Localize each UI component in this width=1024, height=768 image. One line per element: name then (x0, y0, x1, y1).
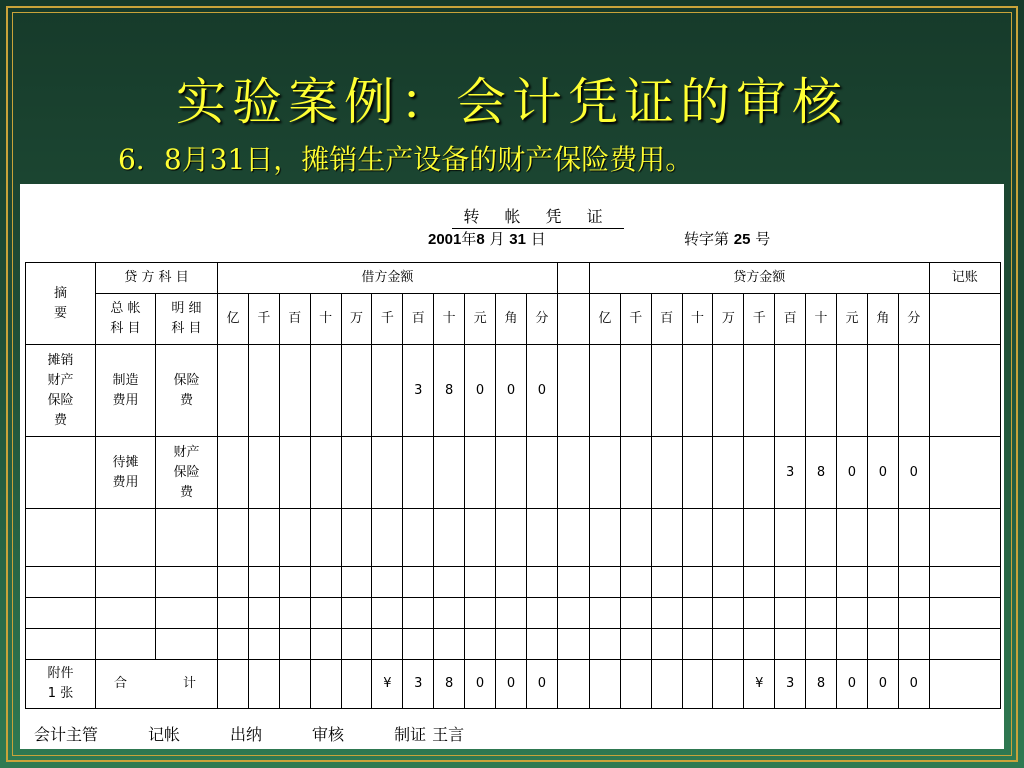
voucher-year-unit: 年 (461, 230, 477, 248)
empty-cell (434, 629, 465, 660)
total-credit-digit: 0 (867, 660, 898, 709)
empty-cell (651, 598, 682, 629)
empty-cell (589, 629, 620, 660)
spacer-cell (557, 263, 589, 294)
total-debit-digit: 0 (465, 660, 496, 709)
credit-digit-header: 元 (837, 294, 868, 345)
debit-digit-header: 分 (526, 294, 557, 345)
entry-debit-digit (279, 345, 310, 437)
empty-cell (744, 629, 775, 660)
empty-cell (898, 509, 929, 567)
entry-debit-digit (218, 345, 249, 437)
total-credit-digit: ¥ (744, 660, 775, 709)
empty-cell (496, 598, 527, 629)
debit-amount-header: 借方金额 (218, 263, 558, 294)
credit-digit-header: 十 (682, 294, 713, 345)
entry-credit-digit (775, 345, 806, 437)
empty-cell (279, 629, 310, 660)
empty-cell (929, 598, 1000, 629)
empty-cell (341, 567, 372, 598)
voucher-day-unit: 日 (525, 230, 546, 248)
empty-cell (898, 629, 929, 660)
entry-debit-digit (279, 437, 310, 509)
empty-cell (156, 567, 218, 598)
empty-cell (434, 598, 465, 629)
empty-cell (682, 598, 713, 629)
empty-cell (557, 567, 589, 598)
empty-cell (744, 567, 775, 598)
empty-cell (248, 509, 279, 567)
empty-cell (248, 598, 279, 629)
total-credit-digit (589, 660, 620, 709)
total-debit-digit (248, 660, 279, 709)
total-label (96, 660, 218, 709)
entry-debit-digit (434, 437, 465, 509)
credit-digit-header: 万 (713, 294, 744, 345)
debit-digit-header: 十 (434, 294, 465, 345)
empty-cell (156, 509, 218, 567)
preparer-label: 制证 (394, 725, 427, 744)
empty-cell (310, 629, 341, 660)
debit-digit-header: 角 (496, 294, 527, 345)
empty-cell (837, 598, 868, 629)
debit-digit-header: 万 (341, 294, 372, 345)
total-credit-digit: 8 (806, 660, 837, 709)
empty-cell (775, 598, 806, 629)
total-credit-digit (651, 660, 682, 709)
entry-general-account: 制造 费用 (96, 345, 156, 437)
empty-cell (557, 629, 589, 660)
debit-digit-header: 千 (248, 294, 279, 345)
empty-cell (867, 598, 898, 629)
entry-detail-account: 保险 费 (156, 345, 218, 437)
entry-credit-digit: 3 (775, 437, 806, 509)
empty-cell (403, 629, 434, 660)
entry-credit-digit (713, 345, 744, 437)
empty-cell (26, 567, 96, 598)
empty-cell (156, 598, 218, 629)
empty-cell (403, 598, 434, 629)
entry-summary: 摊销 财产 保险 费 (26, 345, 96, 437)
transfer-voucher (20, 184, 1004, 749)
empty-cell (465, 629, 496, 660)
empty-cell (26, 598, 96, 629)
attachment-count: 附件 1 张 (26, 660, 96, 709)
entry-credit-digit: 8 (806, 437, 837, 509)
summary-header: 摘 要 (26, 263, 96, 345)
empty-cell (372, 509, 403, 567)
empty-cell (713, 629, 744, 660)
entry-detail-account: 财产 保险 费 (156, 437, 218, 509)
voucher-table (25, 262, 1001, 709)
entry-debit-digit (341, 437, 372, 509)
empty-cell (496, 567, 527, 598)
empty-cell (279, 509, 310, 567)
entry-debit-digit (248, 345, 279, 437)
empty-cell (651, 567, 682, 598)
slide-title: 实验案例：会计凭证的审核 (176, 73, 848, 131)
empty-cell (867, 509, 898, 567)
credit-digit-header: 千 (744, 294, 775, 345)
empty-cell (341, 509, 372, 567)
empty-cell (310, 567, 341, 598)
empty-cell (744, 509, 775, 567)
empty-cell (682, 509, 713, 567)
posting-header: 记账 (929, 263, 1000, 294)
empty-cell (310, 509, 341, 567)
entry-credit-digit (682, 345, 713, 437)
entry-debit-digit: 0 (526, 345, 557, 437)
total-label-right: 计 (183, 676, 197, 691)
empty-cell (589, 598, 620, 629)
total-credit-digit (620, 660, 651, 709)
entry-debit-digit: 0 (496, 345, 527, 437)
total-credit-digit (713, 660, 744, 709)
empty-cell (620, 509, 651, 567)
entry-credit-digit (589, 345, 620, 437)
entry-credit-digit (744, 345, 775, 437)
empty-cell (775, 567, 806, 598)
empty-cell (557, 598, 589, 629)
empty-cell (279, 598, 310, 629)
credit-account-header: 贷 方 科 目 (96, 263, 218, 294)
voucher-number-prefix: 转字第 (684, 230, 734, 248)
empty-cell (465, 567, 496, 598)
entry-debit-digit (526, 437, 557, 509)
empty-cell (929, 509, 1000, 567)
empty-cell (403, 509, 434, 567)
total-debit-digit (279, 660, 310, 709)
entry-debit-digit (403, 437, 434, 509)
spacer-cell (557, 345, 589, 437)
credit-digit-header: 十 (806, 294, 837, 345)
empty-cell (341, 629, 372, 660)
posting-cell (929, 345, 1000, 437)
debit-digit-header: 十 (310, 294, 341, 345)
empty-cell (620, 598, 651, 629)
entry-credit-digit (837, 345, 868, 437)
empty-cell (496, 629, 527, 660)
empty-cell (867, 629, 898, 660)
total-debit-digit: ¥ (372, 660, 403, 709)
bookkeeper-label: 记帐 (148, 725, 181, 744)
empty-cell (372, 629, 403, 660)
empty-cell (837, 629, 868, 660)
empty-cell (526, 567, 557, 598)
empty-cell (929, 567, 1000, 598)
empty-cell (218, 598, 249, 629)
empty-cell (372, 567, 403, 598)
entry-credit-digit (744, 437, 775, 509)
credit-digit-header: 百 (651, 294, 682, 345)
debit-digit-header: 千 (372, 294, 403, 345)
voucher-year: 2001 (428, 231, 462, 248)
entry-debit-digit (372, 437, 403, 509)
empty-cell (26, 629, 96, 660)
empty-cell (248, 629, 279, 660)
empty-cell (557, 509, 589, 567)
empty-cell (156, 629, 218, 660)
credit-amount-header: 贷方金额 (589, 263, 929, 294)
empty-cell (465, 509, 496, 567)
total-debit-digit (310, 660, 341, 709)
total-label-left: 合 (114, 676, 128, 691)
total-debit-digit: 8 (434, 660, 465, 709)
empty-cell (96, 629, 156, 660)
empty-cell (929, 629, 1000, 660)
entry-credit-digit: 0 (867, 437, 898, 509)
posting-cell (929, 660, 1000, 709)
detail-account-header: 明 细 科 目 (156, 294, 218, 345)
entry-credit-digit (589, 437, 620, 509)
entry-credit-digit: 0 (898, 437, 929, 509)
spacer-cell (557, 660, 589, 709)
credit-digit-header: 亿 (589, 294, 620, 345)
empty-cell (434, 509, 465, 567)
voucher-month: 8 (476, 231, 485, 248)
entry-debit-digit (310, 437, 341, 509)
entry-credit-digit (620, 437, 651, 509)
empty-cell (526, 598, 557, 629)
entry-credit-digit (867, 345, 898, 437)
empty-cell (837, 509, 868, 567)
voucher-number (684, 228, 770, 249)
entry-credit-digit (651, 437, 682, 509)
empty-cell (96, 567, 156, 598)
posting-cell (929, 294, 1000, 345)
entry-debit-digit: 8 (434, 345, 465, 437)
empty-cell (744, 598, 775, 629)
voucher-date (428, 228, 546, 249)
empty-cell (713, 567, 744, 598)
entry-debit-digit: 3 (403, 345, 434, 437)
entry-debit-digit (248, 437, 279, 509)
empty-cell (341, 598, 372, 629)
empty-cell (96, 509, 156, 567)
empty-cell (713, 509, 744, 567)
total-debit-digit (341, 660, 372, 709)
empty-cell (589, 509, 620, 567)
debit-digit-header: 元 (465, 294, 496, 345)
voucher-day: 31 (509, 231, 526, 248)
credit-digit-header: 分 (898, 294, 929, 345)
empty-cell (589, 567, 620, 598)
entry-general-account: 待摊 费用 (96, 437, 156, 509)
total-debit-digit: 0 (496, 660, 527, 709)
entry-debit-digit (218, 437, 249, 509)
entry-debit-digit (465, 437, 496, 509)
empty-cell (26, 509, 96, 567)
empty-cell (898, 598, 929, 629)
empty-cell (526, 509, 557, 567)
empty-cell (682, 567, 713, 598)
voucher-number-suffix: 号 (750, 230, 771, 248)
entry-credit-digit (806, 345, 837, 437)
empty-cell (434, 567, 465, 598)
entry-credit-digit: 0 (837, 437, 868, 509)
empty-cell (218, 629, 249, 660)
empty-cell (806, 567, 837, 598)
entry-credit-digit (651, 345, 682, 437)
empty-cell (651, 629, 682, 660)
general-account-header: 总 帐 科 目 (96, 294, 156, 345)
empty-cell (465, 598, 496, 629)
empty-cell (806, 598, 837, 629)
empty-cell (526, 629, 557, 660)
empty-cell (651, 509, 682, 567)
empty-cell (806, 509, 837, 567)
empty-cell (867, 567, 898, 598)
voucher-title: 转 帐 凭 证 (452, 204, 624, 229)
spacer-cell (557, 437, 589, 509)
empty-cell (496, 509, 527, 567)
entry-debit-digit (496, 437, 527, 509)
debit-digit-header: 百 (403, 294, 434, 345)
spacer-cell (557, 294, 589, 345)
entry-debit-digit: 0 (465, 345, 496, 437)
debit-digit-header: 百 (279, 294, 310, 345)
empty-cell (775, 509, 806, 567)
total-credit-digit: 0 (837, 660, 868, 709)
empty-cell (403, 567, 434, 598)
empty-cell (310, 598, 341, 629)
empty-cell (837, 567, 868, 598)
entry-credit-digit (620, 345, 651, 437)
credit-digit-header: 百 (775, 294, 806, 345)
entry-debit-digit (310, 345, 341, 437)
debit-digit-header: 亿 (218, 294, 249, 345)
entry-summary (26, 437, 96, 509)
credit-digit-header: 角 (867, 294, 898, 345)
voucher-footer (34, 722, 464, 745)
supervisor-label: 会计主管 (34, 725, 99, 744)
voucher-number-value: 25 (733, 231, 751, 248)
total-debit-digit (218, 660, 249, 709)
slide-subtitle: 6．8月31日，摊销生产设备的财产保险费用。 (118, 143, 694, 176)
empty-cell (713, 598, 744, 629)
entry-debit-digit (372, 345, 403, 437)
empty-cell (898, 567, 929, 598)
total-debit-digit: 3 (403, 660, 434, 709)
preparer-name: 王言 (432, 725, 465, 744)
empty-cell (248, 567, 279, 598)
empty-cell (620, 629, 651, 660)
entry-credit-digit (682, 437, 713, 509)
cashier-label: 出纳 (230, 725, 263, 744)
empty-cell (218, 509, 249, 567)
empty-cell (279, 567, 310, 598)
empty-cell (620, 567, 651, 598)
total-credit-digit: 3 (775, 660, 806, 709)
empty-cell (806, 629, 837, 660)
reviewer-label: 审核 (312, 725, 345, 744)
empty-cell (218, 567, 249, 598)
voucher-month-unit: 月 (484, 230, 510, 248)
entry-credit-digit (898, 345, 929, 437)
total-debit-digit: 0 (526, 660, 557, 709)
entry-credit-digit (713, 437, 744, 509)
empty-cell (775, 629, 806, 660)
empty-cell (372, 598, 403, 629)
total-credit-digit: 0 (898, 660, 929, 709)
total-credit-digit (682, 660, 713, 709)
empty-cell (96, 598, 156, 629)
credit-digit-header: 千 (620, 294, 651, 345)
posting-cell (929, 437, 1000, 509)
empty-cell (682, 629, 713, 660)
entry-debit-digit (341, 345, 372, 437)
